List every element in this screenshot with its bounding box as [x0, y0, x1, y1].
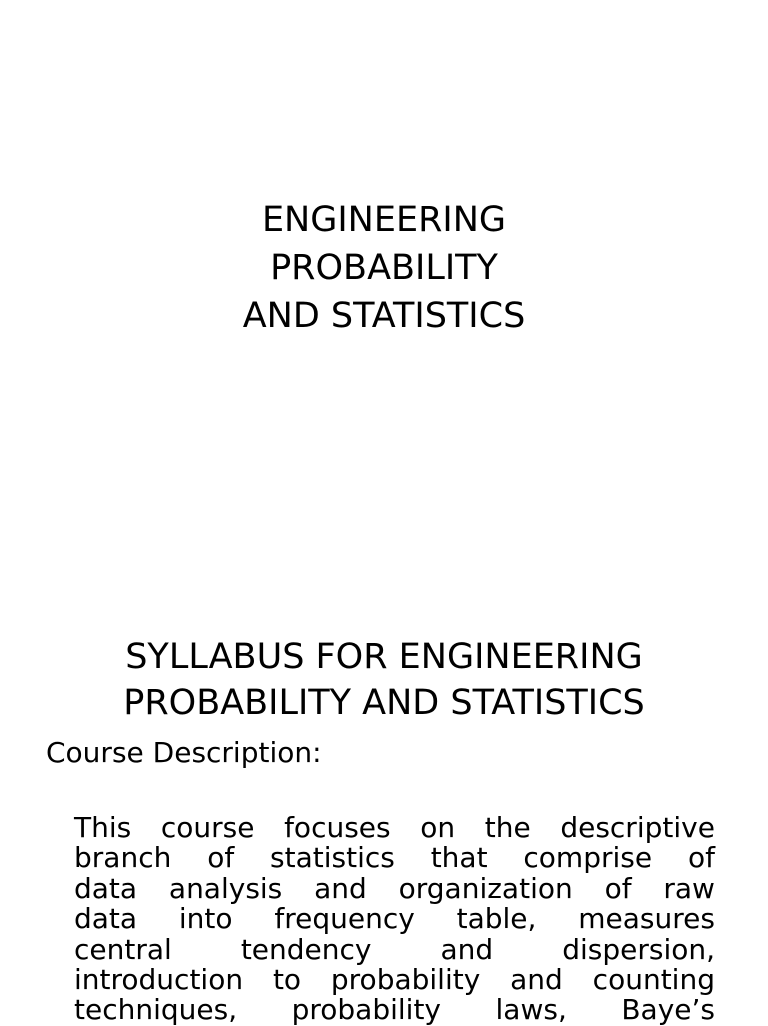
description-word: table,	[456, 902, 537, 936]
description-word: This	[74, 811, 132, 844]
description-line	[74, 932, 715, 966]
description-word: and	[440, 932, 494, 966]
description-word: course	[160, 811, 255, 844]
description-line	[74, 995, 715, 1025]
description-word: of	[687, 841, 715, 875]
description-word: central	[74, 932, 172, 966]
description-word: the	[484, 811, 531, 844]
description-word: descriptive	[560, 811, 715, 844]
description-word: probability	[330, 962, 481, 996]
description-line	[74, 962, 715, 996]
slide-title-line: AND STATISTICS	[242, 296, 526, 336]
description-word: on	[420, 811, 456, 844]
description-line	[74, 843, 715, 873]
syllabus-title-line: PROBABILITY AND STATISTICS	[123, 683, 645, 723]
description-word: to	[272, 962, 302, 996]
description-word: statistics	[270, 841, 395, 875]
description-word: and	[510, 962, 563, 996]
description-word: focuses	[284, 811, 391, 844]
description-line	[74, 904, 715, 934]
description-word: techniques,	[74, 993, 238, 1026]
description-word: analysis	[168, 871, 283, 905]
description-word: data	[74, 871, 138, 905]
slide-title-line: PROBABILITY	[270, 248, 498, 288]
description-word: comprise	[523, 841, 653, 875]
description-word: probability	[291, 993, 442, 1026]
description-word: that	[430, 841, 488, 875]
description-word: of	[207, 841, 235, 875]
description-word: frequency	[274, 902, 415, 936]
description-word: dispersion,	[562, 932, 715, 966]
description-word: tendency	[240, 932, 372, 966]
description-word: laws,	[495, 993, 567, 1026]
description-word: introduction	[74, 962, 244, 996]
syllabus-title	[0, 634, 768, 726]
description-word: branch	[74, 841, 172, 875]
description-word: into	[178, 902, 233, 936]
description-line	[74, 813, 715, 843]
description-word: measures	[578, 902, 715, 936]
description-word: of	[604, 871, 632, 905]
slide-title	[0, 196, 768, 340]
course-description-text	[74, 813, 715, 1026]
syllabus-title-line: SYLLABUS FOR ENGINEERING	[125, 637, 643, 677]
description-word: organization	[398, 871, 573, 905]
slide-title-line: ENGINEERING	[261, 200, 507, 240]
description-line	[74, 871, 715, 905]
description-word: raw	[663, 871, 715, 905]
description-word: counting	[592, 962, 715, 996]
description-word: data	[74, 902, 138, 936]
description-word: and	[314, 871, 367, 905]
course-description-label: Course Description:	[46, 736, 322, 769]
description-word: Baye’s	[621, 993, 715, 1026]
